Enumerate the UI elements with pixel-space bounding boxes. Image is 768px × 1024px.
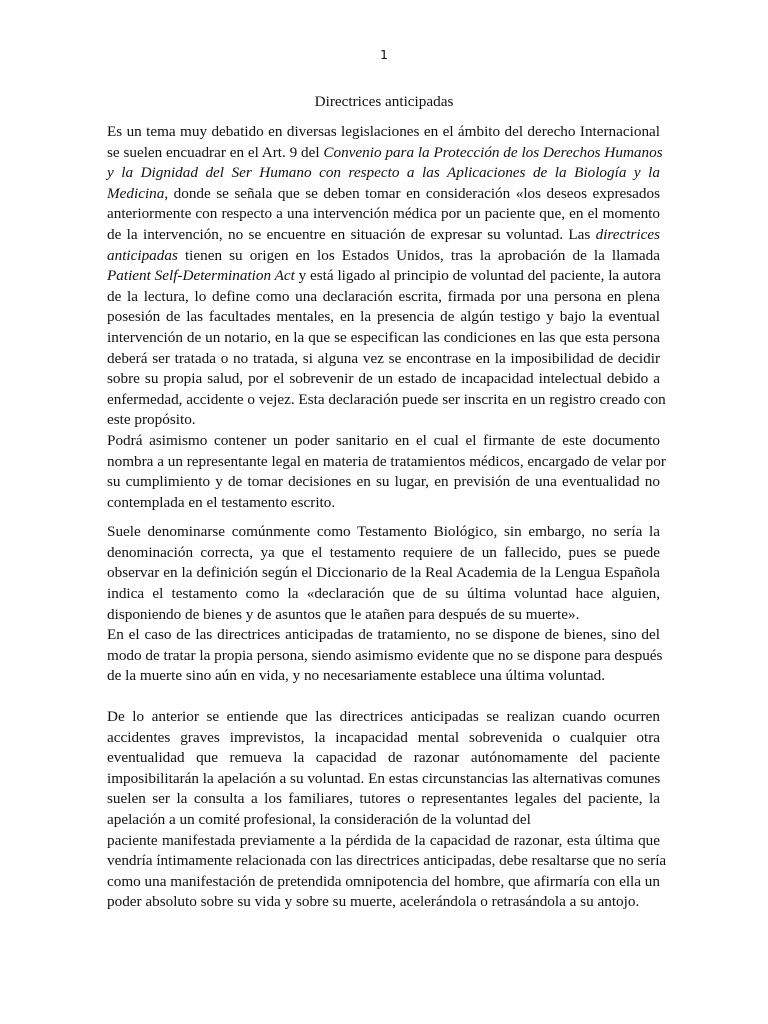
text-run: eventualidad que remueva la capacidad de razonar autónomamente del paciente: [107, 749, 660, 767]
text-run: y está ligado al principio de voluntad del paciente, la autora: [294, 267, 661, 285]
text-run: poder absoluto sobre su vida y sobre su muerte, acelerándola o retrasándola a su antojo.: [107, 893, 640, 911]
document-title: Directrices anticipadas: [314, 93, 454, 110]
text-line: [107, 328, 660, 349]
text-line: [107, 563, 660, 584]
paragraph: [107, 707, 667, 913]
text-line: [107, 369, 660, 390]
text-line: [107, 390, 666, 411]
text-run: modo de tratar la propia persona, siendo asimismo evidente que no se dispone para después: [107, 646, 663, 664]
document-body: [107, 122, 667, 913]
text-run: indica el testamento como la «declaración que de su última voluntad hace alguien,: [107, 585, 660, 603]
text-run: posesión de las facultades mentales, en la presencia de algún testigo y bajo la eventual: [107, 308, 660, 326]
paragraph: [107, 122, 666, 431]
text-line: [107, 831, 660, 852]
text-run: Es un tema muy debatido en diversas legislaciones en el ámbito del derecho Internacional: [107, 123, 660, 140]
text-line: [107, 452, 666, 473]
text-line: [107, 728, 660, 749]
text-run: En el caso de las directrices anticipadas de tratamiento, no se dispone de bienes, sino del: [107, 626, 660, 644]
text-line: [107, 287, 660, 308]
text-run: Podrá asimismo contener un poder sanitario en el cual el firmante de este documento: [107, 431, 660, 449]
text-run: apelación a un comité profesional, la consideración de la voluntad del: [107, 811, 531, 828]
text-run: de la lectura, lo define como una declaración escrita, firmada por una persona en plena: [107, 287, 660, 305]
paragraph: [107, 625, 663, 687]
text-run: disponiendo de bienes y de asuntos que le atañen para después de su muerte».: [107, 605, 580, 623]
italic-text: Medicina: [107, 184, 165, 202]
paragraph: [107, 522, 660, 625]
text-line: [107, 122, 660, 143]
text-line: [107, 225, 660, 246]
text-run: deberá ser tratada o no tratada, si alguna vez se encontrase en la imposibilidad de decidir: [107, 349, 660, 367]
italic-text: directrices: [595, 225, 660, 243]
text-run: enfermedad, accidente o vejez. Esta declaración puede ser inscrita en un registro creado con: [107, 390, 666, 408]
text-line: [107, 522, 660, 543]
text-line: [107, 748, 660, 769]
text-run: como una manifestación de pretendida omnipotencia del hombre, que afirmaría con ella un: [107, 872, 660, 890]
text-line: [107, 204, 660, 225]
italic-text: anticipadas: [107, 246, 178, 264]
italic-text: y la Dignidad del Ser Humano con respecto a las Aplicaciones de la Biología y la: [107, 164, 660, 182]
text-line: [107, 184, 660, 205]
page-number: 1: [380, 47, 388, 62]
text-line: [107, 625, 660, 646]
text-run: denominación correcta, ya que el testamento requiere de un fallecido, pues se puede: [107, 543, 660, 561]
text-line: [107, 307, 660, 328]
text-line: [107, 892, 660, 913]
text-run: observar en la definición según el Diccionario de la Real Academia de la Lengua Española: [107, 564, 660, 582]
text-line: [107, 246, 660, 267]
text-run: tienen su origen en los Estados Unidos, tras la aprobación de la llamada: [177, 246, 660, 264]
text-run: intervención de un notario, en la que se especifican las condiciones en las que esta persona: [107, 328, 660, 346]
text-line: [107, 872, 660, 893]
text-run: vendría íntimamente relacionada con las directrices anticipadas, debe resaltarse que no sería: [107, 852, 667, 870]
text-run: suelen ser la consulta a los familiares, tutores o representantes legales del paciente, la: [107, 790, 660, 808]
text-run: se suelen encuadrar en el Art. 9 del: [107, 143, 324, 161]
text-run: contemplada en el testamento escrito.: [107, 493, 336, 511]
text-line: [107, 769, 660, 790]
text-line: [107, 410, 660, 431]
text-line: [107, 472, 660, 493]
italic-text: Convenio para la Protección de los Derechos Humanos: [323, 143, 663, 161]
text-line: [107, 851, 667, 872]
text-run: este propósito.: [107, 411, 196, 429]
text-run: imposibilitarán la apelación a su voluntad. En estas circunstancias las alternativas comunes: [107, 769, 661, 787]
text-line: [107, 163, 660, 184]
text-line: [107, 646, 663, 667]
text-run: su cumplimiento y de tomar decisiones en su lugar, en previsión de una eventualidad no: [107, 473, 660, 491]
italic-text: Patient Self-Determination Act: [107, 267, 295, 285]
text-line: [107, 431, 660, 452]
text-run: anteriormente con respecto a una intervención médica por un paciente que, en el momento: [107, 205, 660, 223]
text-line: [107, 349, 660, 370]
text-run: , donde se señala que se deben tomar en consideración «los deseos expresados: [164, 184, 660, 202]
text-line: [107, 810, 660, 831]
text-line: [107, 143, 663, 164]
text-line: [107, 543, 660, 564]
text-run: Suele denominarse comúnmente como Testamento Biológico, sin embargo, no sería la: [107, 523, 660, 541]
text-run: de la muerte sino aún en vida, y no necesariamente establece una última voluntad.: [107, 667, 606, 685]
text-line: [107, 707, 660, 728]
paragraph: [107, 431, 666, 513]
text-run: de la intervención, no se encuentre en situación de expresar su voluntad. Las: [107, 225, 596, 243]
text-line: [107, 266, 660, 287]
text-line: [107, 789, 660, 810]
text-line: [107, 666, 660, 687]
text-line: [107, 605, 660, 626]
text-line: [107, 584, 660, 605]
text-run: paciente manifestada previamente a la pérdida de la capacidad de razonar, esta última que: [107, 831, 660, 849]
text-run: accidentes graves imprevistos, la incapacidad mental sobrevenida o cualquier otra: [107, 728, 660, 746]
text-line: [107, 493, 660, 514]
text-run: De lo anterior se entiende que las directrices anticipadas se realizan cuando ocurren: [107, 708, 660, 726]
text-run: nombra a un representante legal en materia de tratamientos médicos, encargado de velar por: [107, 452, 666, 470]
text-run: sobre su propia salud, por el sobrevenir de un estado de incapacidad intelectual debido a: [107, 370, 660, 388]
